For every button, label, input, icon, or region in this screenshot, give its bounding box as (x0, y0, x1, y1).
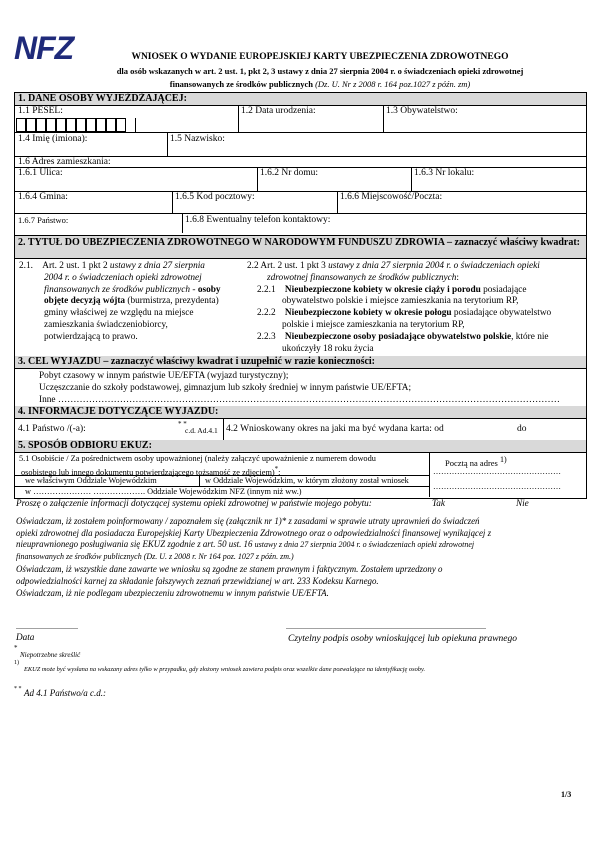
note-2: EKUZ może być wysłana na wskazany adres tylko w przypadku, gdy złożony wniosek zawiera podpis oraz wszelkie dane pozwalające na identyfikację osoby. (24, 666, 426, 673)
form-frame (14, 92, 587, 499)
section-2-header: 2. TYTUŁ DO UBEZPIECZENIA ZDROWOTNEGO W NARODOWYM FUNDUSZU ZDROWIA – zaznaczyć właściwy kwadrat: (15, 236, 586, 259)
note-3-stars: * * (14, 686, 22, 692)
pickup-other-branch[interactable]: w ………………… ………………. Oddziale Wojewódzkim NFZ (innym niż ww.) (25, 487, 302, 496)
section-1-header: 1. DANE OSOBY WYJEŻDŻAJĄCEJ: (15, 93, 586, 106)
phone-label: 1.6.8 Ewentualny telefon kontaktowy: (185, 215, 331, 225)
option-2-2: 2.2 Art. 2 ust. 1 pkt 3 ustawy z dnia 27 sierpnia 2004 r. o świadczeniach opieki zdrowotnej finansowanych ze środków publicznych: 2.2.1 Nieubezpieczone kobiety w okresie ciąży i porodu posiadające obywatelstwo polskie i miejsce zamieszkania na terytorium RP, 2.2.2 Nieubezpieczone kobiety w okresie połogu posiadające obywatelstwo polskie i miejsce zamieszkania na terytorium RP, 2.2.3 Nieubezpieczone osoby posiadające obywatelstwo polskie, które nie ukończyły 18 roku życia (247, 261, 583, 355)
birth-date-label: 1.2 Data urodzenia: (241, 106, 316, 116)
period-to-label: do (517, 424, 527, 434)
address-label: 1.6 Adres zamieszkania: (18, 157, 111, 167)
pickup-filing-branch[interactable]: w Oddziale Wojewódzkim, w którym złożony został wniosek (205, 476, 409, 485)
signature-label: Czytelny podpis osoby wnioskującej lub opiekuna prawnego (288, 634, 518, 644)
zip-label: 1.6.5 Kod pocztowy: (175, 192, 255, 202)
destination-country-label: 4.1 Państwo /(-a): (18, 424, 86, 434)
section-4-header: 4. INFORMACJE DOTYCZĄCE WYJAZDU: (15, 406, 586, 419)
date-label: Data (16, 632, 35, 642)
stars-mark: * * (178, 420, 187, 428)
last-name-label: 1.5 Nazwisko: (170, 134, 225, 144)
section-5-header: 5. SPOSÓB ODBIORU EKUZ: (15, 440, 586, 453)
pickup-by-post[interactable]: Pocztą na adres $^{1)}$ (445, 455, 507, 468)
page-number: 1/3 (561, 790, 572, 799)
purpose-school[interactable]: Uczęszczanie do szkoły podstawowej, gimnazjum lub szkoły średniej w innym państwie UE/EFTA; (39, 382, 412, 393)
country-label: 1.6.7 Państwo: (18, 215, 69, 225)
declaration-3: Oświadczam, iż nie podlegam ubezpieczeniu zdrowotnemu w innym państwie UE/EFTA. (16, 588, 329, 598)
pickup-proper-branch[interactable]: we właściwym Oddziale Wojewódzkim (25, 476, 157, 485)
section-3-header: 3. CEL WYJAZDU – zaznaczyć właściwy kwadrat i uzupełnić w razie konieczności: (15, 356, 586, 369)
house-number-label: 1.6.2 Nr domu: (260, 168, 319, 178)
answer-yes[interactable]: Tak (432, 498, 445, 508)
form-subtitle-line2: dla osób wskazanych w art. 2 ust. 1, pkt 2, 3 ustawy z dnia 27 sierpnia 2004 r. o świadczeniach opieki zdrowotnej (116, 66, 524, 76)
post-address-line-1[interactable]: ………………………………………… (433, 467, 561, 476)
declaration-1: Oświadczam, iż zostałem poinformowany / zapoznałem się (załącznik nr 1)* z zasadami w sprawie utraty uprawnień do świadczeń opieki zdrowotnej dla posiadacza Europejskiej Karty Ubezpieczenia Zdrowotnego oraz o odpowiedzialności finansowej wynikającej z nieuprawnionego posługiwania się EKUZ zgodnie z art. 50 ust. 16 ustawy z dnia 27 sierpnia 2004 r. o świadczeniach opieki zdrowotnej finansowanych ze środków publicznych (Dz. U. z 2008 r. Nr 164 poz. 1027 z późn. zm.) (16, 516, 492, 561)
signature-line[interactable]: .................................................................................................... (286, 622, 486, 631)
purpose-other[interactable]: Inne ……………………………………………………………………………………………………………………………………………… (39, 394, 560, 405)
street-label: 1.6.1 Ulica: (18, 168, 63, 178)
option-2-2-3[interactable]: 2.2.3 Nieubezpieczone osoby posiadające obywatelstwo polskie, które nie (257, 331, 549, 342)
commune-label: 1.6.4 Gmina: (18, 192, 68, 202)
first-name-label: 1.4 Imię (imiona): (18, 134, 88, 144)
city-label: 1.6.6 Miejscowość/Poczta: (340, 192, 443, 202)
pesel-label: 1.1 PESEL: (18, 106, 63, 116)
country-continued-note: c.d. Ad.4.1 (185, 426, 218, 435)
option-2-2-2[interactable]: 2.2.2 Nieubezpieczone kobiety w okresie połogu posiadające obywatelstwo (257, 308, 552, 319)
note-1: Niepotrzebne skreślić (20, 651, 81, 659)
purpose-tourist[interactable]: Pobyt czasowy w innym państwie UE/EFTA (wyjazd turystyczny); (39, 371, 289, 381)
health-system-info-request: Proszę o załączenie informacji dotyczącej systemu opieki zdrowotnej w państwie mojego pobytu: (16, 498, 372, 508)
date-line[interactable]: ............................... (16, 622, 78, 631)
citizenship-label: 1.3 Obywatelstwo: (386, 106, 458, 116)
note-2-sup: 1) (14, 660, 19, 666)
flat-number-label: 1.6.3 Nr lokalu: (414, 168, 475, 178)
nfz-logo: NFZ (14, 30, 74, 66)
option-2-2-1[interactable]: 2.2.1 Nieubezpieczone kobiety w okresie ciąży i porodu posiadające (257, 284, 527, 295)
trip-purpose-options (39, 371, 584, 406)
pickup-in-person[interactable]: 5.1 Osobiście / Za pośrednictwem osoby upoważnionej (należy załączyć upoważnienie z numerem dowodu osobistego lub innego dokumentu potwierdzającego tożsamość ze zdjęciem)*: (19, 454, 376, 477)
form-title: WNIOSEK O WYDANIE EUROPEJSKIEJ KARTY UBEZPIECZENIA ZDROWOTNEGO (131, 52, 509, 62)
answer-no[interactable]: Nie (516, 498, 529, 508)
form-subtitle-line3: finansowanych ze środków publicznych (Dz. U. Nr z 2008 r. 164 poz.1027 z późn. zm) (169, 79, 471, 89)
declaration-2: Oświadczam, iż wszystkie dane zawarte we wniosku są zgodne ze stanem prawnym i faktycznym. Zostałem uprzedzony o odpowiedzialności karnej za składanie fałszywych zeznań przewidzianej w art. 233 Kodeksu Karnego. (16, 564, 443, 586)
post-address-line-2[interactable]: ………………………………………… (433, 482, 561, 491)
option-2-1[interactable]: 2.1. Art. 2 ust. 1 pkt 2 ustawy z dnia 27 sierpnia 2004 r. o świadczeniach opieki zdrowotnej finansowanych ze środków publicznych - osoby objęte decyzją wójta (burmistrza, prezydenta) gminy właściwej ze względu na miejsce zamieszkania świadczeniobiorcy, potwierdzającą to prawo. (19, 261, 221, 342)
note-1-star: * (14, 644, 18, 652)
note-3: Ad 4.1 Państwo/a c.d.: (24, 688, 106, 698)
card-period-label: 4.2 Wnioskowany okres na jaki ma być wydana karta: od (226, 424, 444, 434)
